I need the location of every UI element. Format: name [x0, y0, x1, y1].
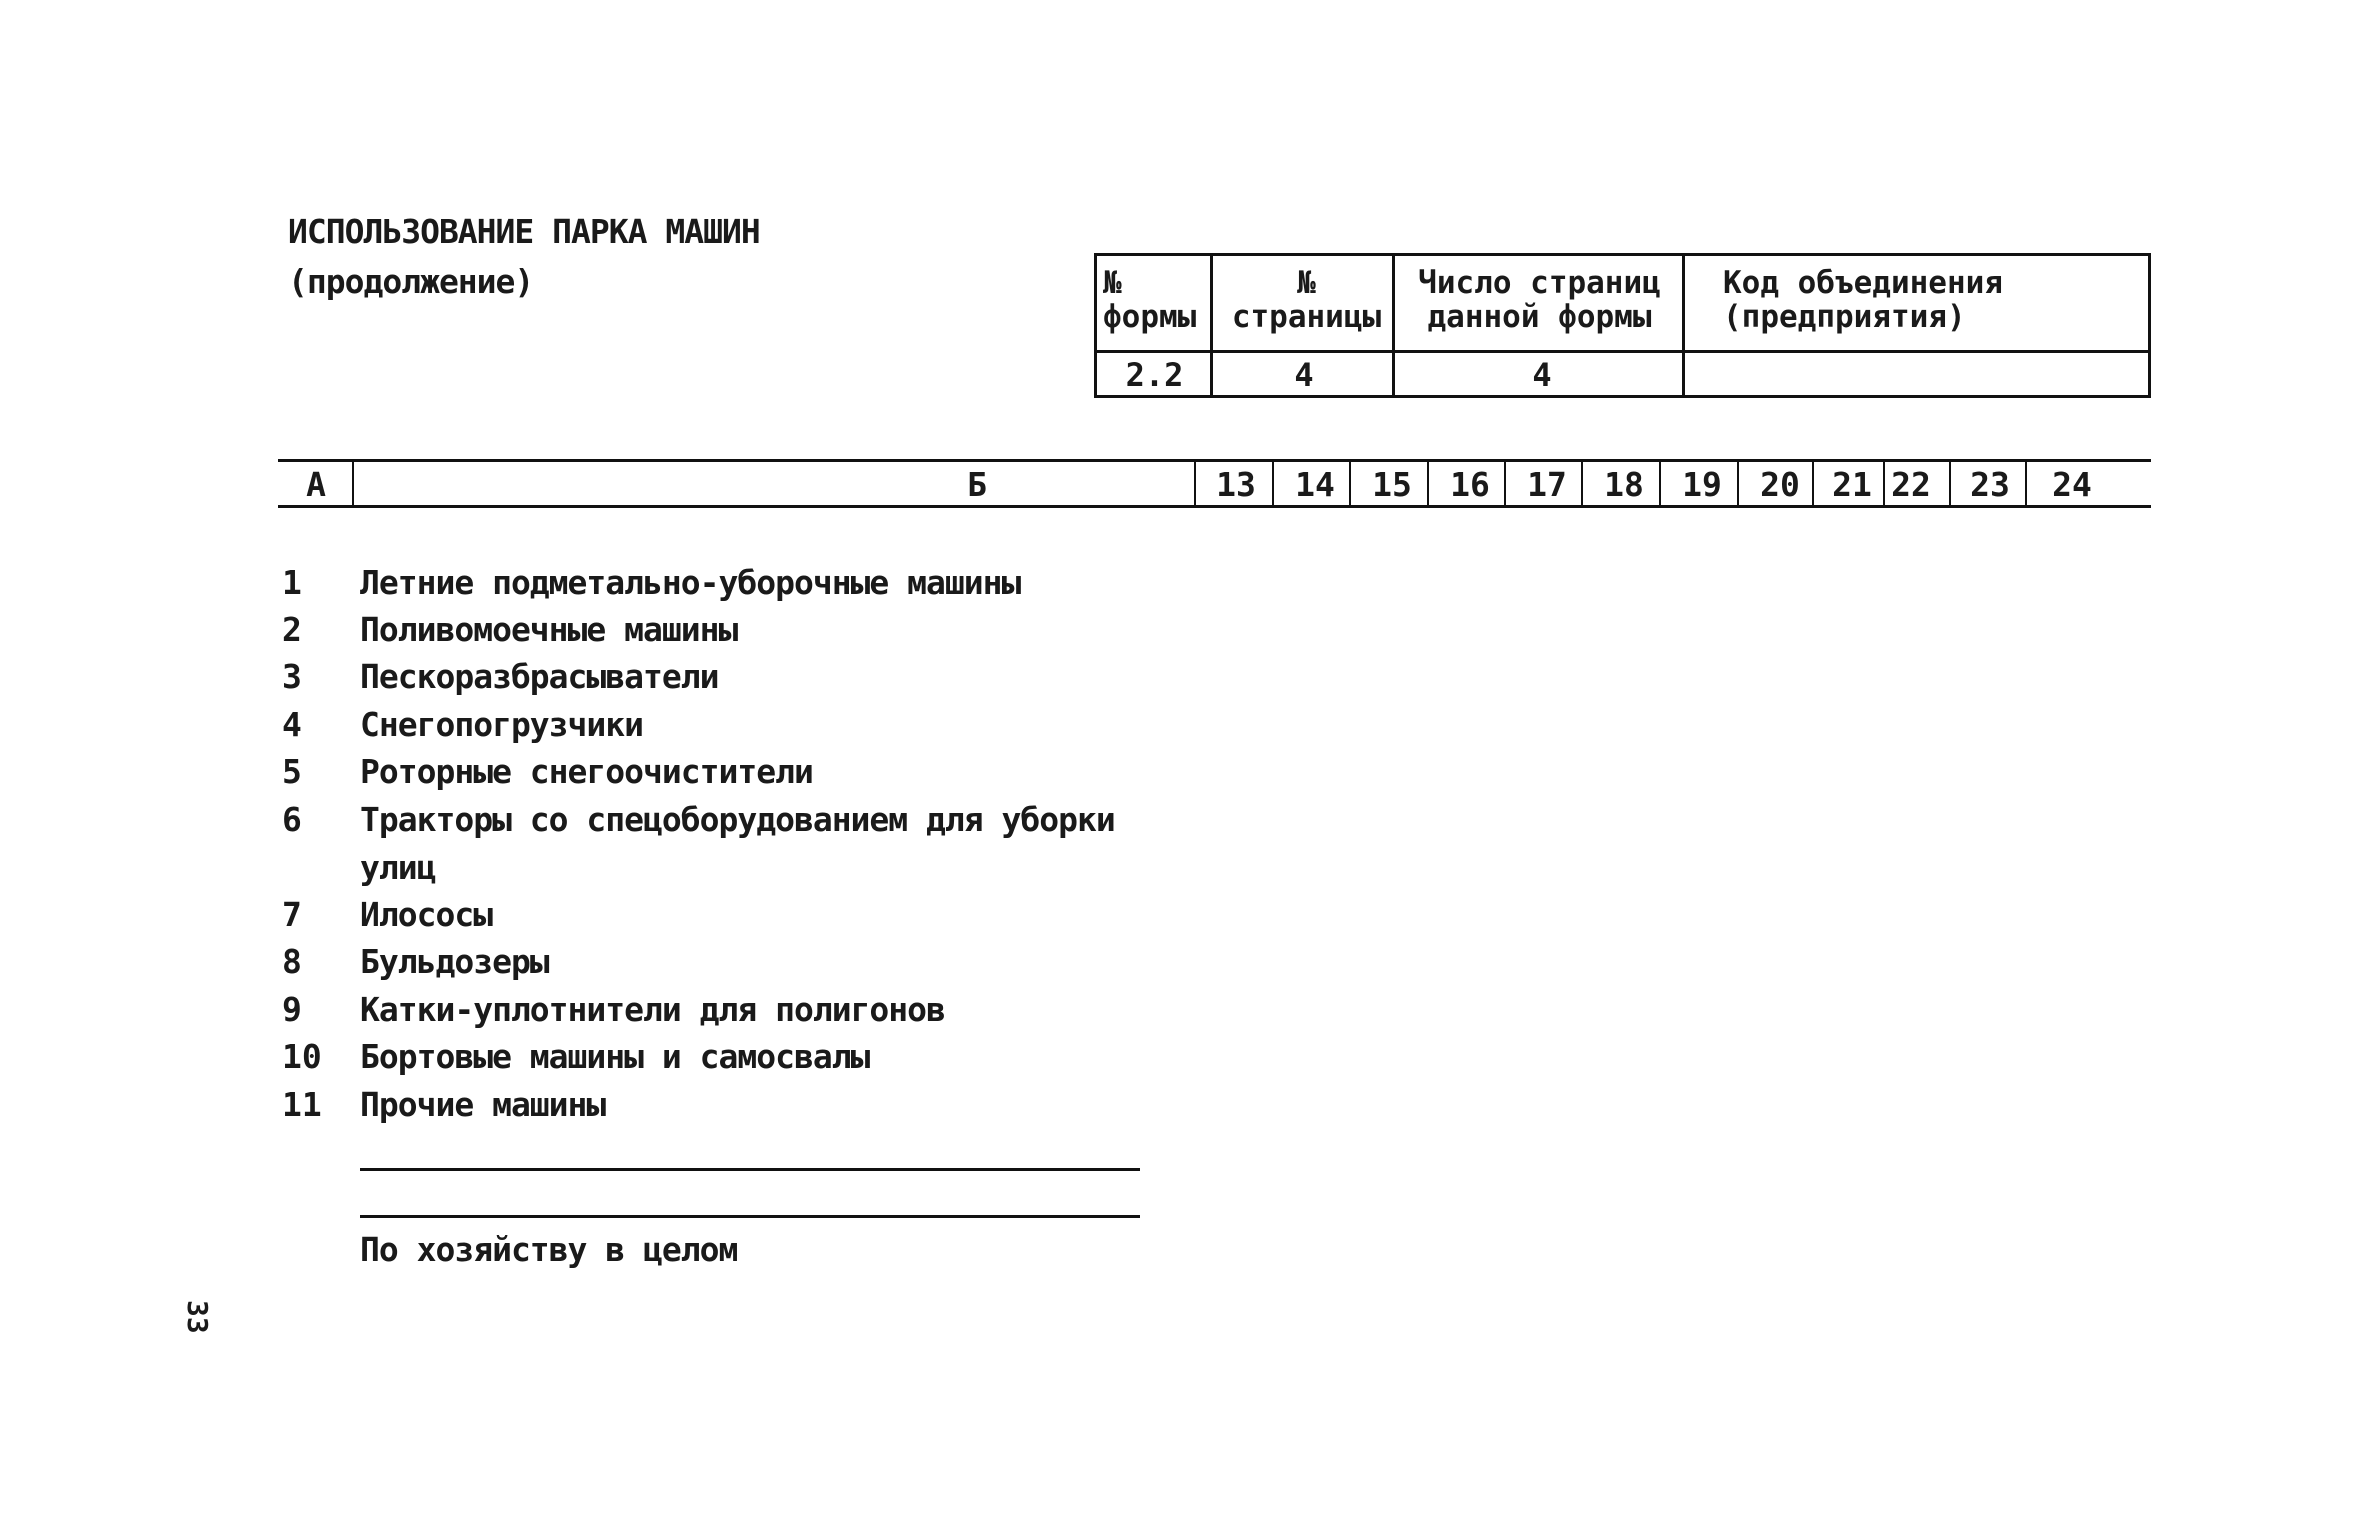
- row-label: Пескоразбрасыватели: [360, 657, 719, 696]
- column-header-17: 17: [1527, 465, 1567, 504]
- pages-count-header: [1397, 256, 1682, 350]
- row-number: 4: [282, 705, 302, 744]
- row-number: 11: [282, 1085, 322, 1124]
- column-header-16: 16: [1450, 465, 1490, 504]
- col-divider: [1504, 462, 1506, 508]
- column-header-21: 21: [1832, 465, 1872, 504]
- col-divider: [1737, 462, 1739, 508]
- row-number: 1: [282, 563, 302, 602]
- row-number: 7: [282, 895, 302, 934]
- form-no-header: [1103, 256, 1213, 350]
- org-code-header-line1: Код объединения: [1723, 265, 2003, 301]
- column-header-a: А: [306, 465, 326, 504]
- signature-rule-2: [360, 1215, 1140, 1218]
- column-header-row: [0, 462, 2363, 508]
- row-label: Летние подметально-уборочные машины: [360, 563, 1021, 602]
- info-divider-3: [1682, 256, 1685, 395]
- row-number: 5: [282, 752, 302, 791]
- row-label: Бульдозеры: [360, 942, 549, 981]
- document-title: ИСПОЛЬЗОВАНИЕ ПАРКА МАШИН: [288, 212, 760, 251]
- org-code-header: [1693, 256, 2143, 350]
- col-divider: [1427, 462, 1429, 508]
- col-divider-ab: [352, 462, 354, 508]
- row-label-continuation: улиц: [360, 848, 436, 887]
- page-number: 33: [181, 1300, 214, 1334]
- form-info-header-row: [1097, 256, 2148, 353]
- page-no-header-line1: №: [1297, 265, 1316, 301]
- column-header-20: 20: [1760, 465, 1800, 504]
- col-divider: [1659, 462, 1661, 508]
- row-number: 3: [282, 657, 302, 696]
- row-label: Катки-уплотнители для полигонов: [360, 990, 945, 1029]
- col-divider: [1883, 462, 1885, 508]
- col-divider: [1812, 462, 1814, 508]
- document-subtitle: (продолжение): [288, 262, 534, 301]
- info-divider-1: [1210, 256, 1213, 395]
- row-label: Бортовые машины и самосвалы: [360, 1037, 870, 1076]
- column-header-24: 24: [2052, 465, 2092, 504]
- row-label: Поливомоечные машины: [360, 610, 738, 649]
- column-header-23: 23: [1970, 465, 2010, 504]
- page-no-value: 4: [1294, 356, 1314, 394]
- row-number: 2: [282, 610, 302, 649]
- col-divider: [1349, 462, 1351, 508]
- column-header-18: 18: [1604, 465, 1644, 504]
- column-header-13: 13: [1216, 465, 1256, 504]
- column-header-b: Б: [967, 465, 987, 504]
- info-divider-2: [1392, 256, 1395, 395]
- col-divider: [1949, 462, 1951, 508]
- row-label: Снегопогрузчики: [360, 705, 644, 744]
- pages-count-header-line1: Число страниц: [1418, 265, 1661, 301]
- org-code-header-line2: (предприятия): [1723, 299, 1966, 335]
- page-no-header: [1219, 256, 1394, 350]
- col-divider: [1581, 462, 1583, 508]
- page-no-header-line2: страницы: [1231, 299, 1382, 335]
- signature-rule-1: [360, 1168, 1140, 1171]
- row-label: Илососы: [360, 895, 493, 934]
- form-no-value: 2.2: [1125, 356, 1184, 394]
- row-number: 6: [282, 800, 302, 839]
- row-label: Роторные снегоочистители: [360, 752, 813, 791]
- column-header-15: 15: [1372, 465, 1412, 504]
- col-divider-b13: [1194, 462, 1196, 508]
- pages-count-value: 4: [1532, 356, 1552, 394]
- form-no-header-line1: №: [1103, 265, 1122, 301]
- row-label: Тракторы со спецоборудованием для уборки: [360, 800, 1115, 839]
- row-number: 10: [282, 1037, 322, 1076]
- pages-count-header-line2: данной формы: [1427, 299, 1652, 335]
- row-number: 8: [282, 942, 302, 981]
- form-no-header-line2: формы: [1103, 299, 1197, 335]
- row-number: 9: [282, 990, 302, 1029]
- column-header-14: 14: [1295, 465, 1335, 504]
- col-divider: [1272, 462, 1274, 508]
- row-label: Прочие машины: [360, 1085, 606, 1124]
- total-label: По хозяйству в целом: [360, 1230, 738, 1269]
- column-header-22: 22: [1891, 465, 1931, 504]
- col-divider: [2025, 462, 2027, 508]
- form-info-table: [1094, 253, 2151, 398]
- org-code-value: [1693, 353, 2148, 398]
- column-header-19: 19: [1682, 465, 1722, 504]
